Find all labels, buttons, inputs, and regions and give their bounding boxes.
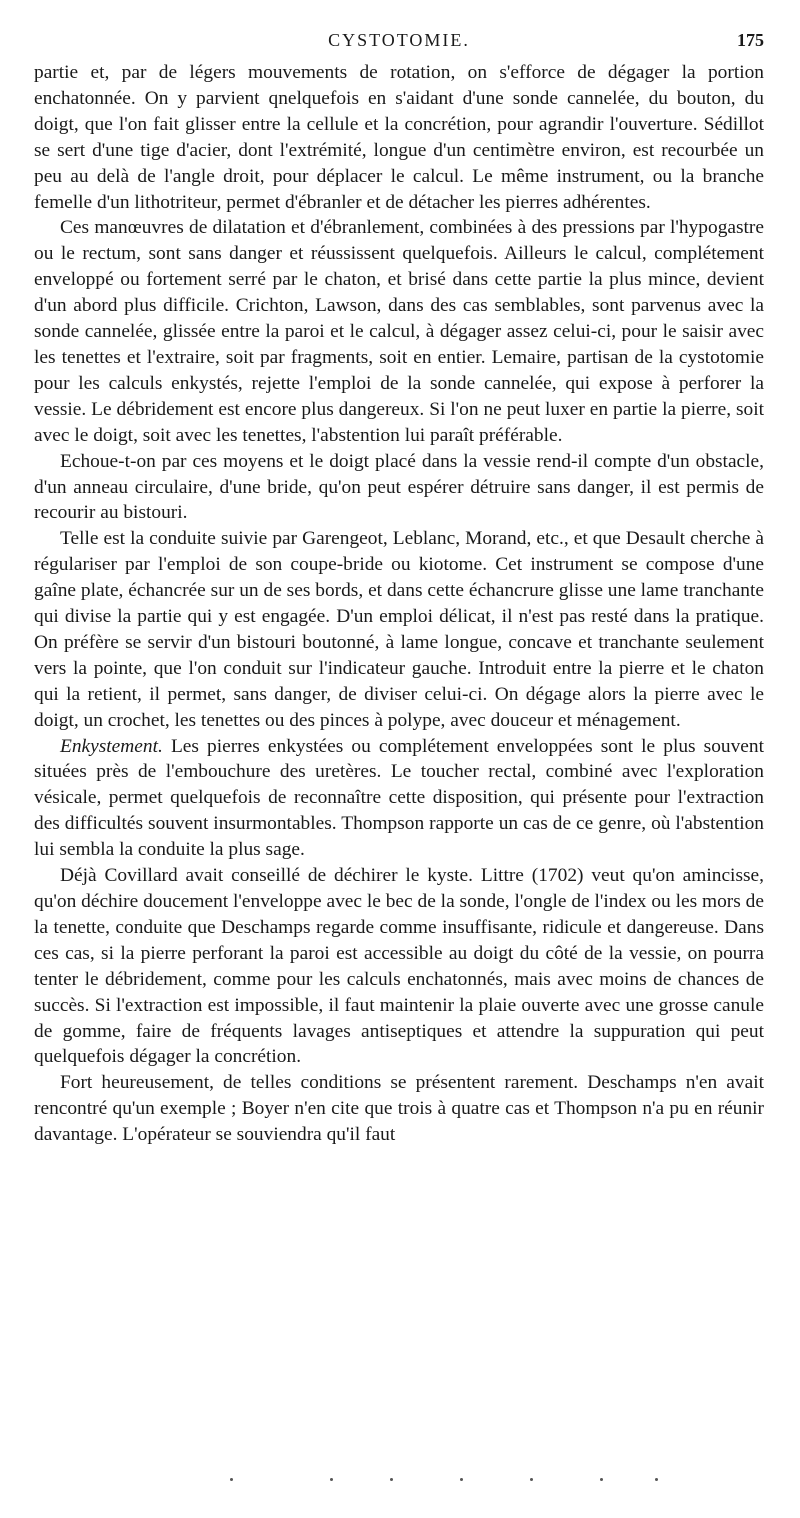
section-lead-enkystement: Enkystement. <box>60 735 163 757</box>
page-number: 175 <box>737 30 764 50</box>
paragraph-2: Ces manœuvres de dilatation et d'ébranlement, combinées à des pressions par l'hypogastre ou le rectum, sont sans danger et réussissent quelquefois. Ailleurs le calcul, complétement enveloppé ou fortement serré par le chaton, et brisé dans cette partie la plus mince, devient d'un abord plus difficile. Crichton, Lawson, dans des cas semblables, sont parvenus avec la sonde cannelée, glissée entre la paroi et le calcul, à dégager assez celui-ci, pour le saisir avec les tenettes et l'extraire, soit par fragments, soit en entier. Lemaire, partisan de la cystotomie pour les calculs enkystés, rejette l'emploi de la sonde cannelée, qui expose à perforer la vessie. Le débridement est encore plus dangereux. Si l'on ne peut luxer en partie la pierre, soit avec le doigt, soit avec les tenettes, l'abstention lui paraît préférable. <box>34 217 764 446</box>
body-text <box>34 60 764 1148</box>
running-head <box>34 30 764 58</box>
footer-specks <box>230 1478 660 1488</box>
running-title: CYSTOTOMIE. <box>328 30 470 50</box>
paragraph-7: Fort heureusement, de telles conditions se présentent rarement. Deschamps n'en avait rencontré qu'un exemple ; Boyer n'en cite que trois à quatre cas et Thompson n'a pu en réunir davantage. L'opérateur se souviendra qu'il faut <box>34 1072 764 1146</box>
paragraph-5 <box>34 734 764 864</box>
paragraph-5-text: Les pierres enkystées ou complétement enveloppées sont le plus souvent situées près de l'embouchure des uretères. Le toucher rectal, combiné avec l'exploration vésicale, permet quelquefois de reconnaître cette disposition, qui présente pour l'extraction des difficultés souvent insurmontables. Thompson rapporte un cas de ce genre, où l'abstention lui sembla la conduite la plus sage. <box>34 735 764 861</box>
paragraph-6: Déjà Covillard avait conseillé de déchirer le kyste. Littre (1702) veut qu'on amincisse, qu'on déchire doucement l'enveloppe avec le bec de la sonde, l'ongle de l'index ou les mors de la tenette, conduite que Deschamps regarde comme insuffisante, ridicule et dangereuse. Dans ces cas, si la pierre perforant la paroi est accessible au doigt du côté de la vessie, on pourra tenter le débridement, comme pour les calculs enchatonnés, mais avec moins de chances de succès. Si l'extraction est impossible, il faut maintenir la plaie ouverte avec une grosse canule de gomme, faire de fréquents lavages antiseptiques et attendre la suppuration qui peut quelquefois dégager la concrétion. <box>34 865 764 1068</box>
paragraph-3: Echoue-t-on par ces moyens et le doigt placé dans la vessie rend-il compte d'un obstacle, d'un anneau circulaire, d'une bride, qu'on peut espérer détruire sans danger, il est permis de recourir au bistouri. <box>34 450 764 524</box>
paragraph-4: Telle est la conduite suivie par Garengeot, Leblanc, Morand, etc., et que Desault cherche à régulariser par l'emploi de son coupe-bride ou kiotome. Cet instrument se compose d'une gaîne plate, échancrée sur un de ses bords, et dans cette échancrure glisse une lame tranchante qui divise la partie qui y est engagée. D'un emploi délicat, il n'est pas resté dans la pratique. On préfère se servir d'un bistouri boutonné, à lame longue, concave et tranchante seulement vers la pointe, que l'on conduit sur l'indicateur gauche. Introduit entre la pierre et le chaton qui la retient, il permet, sans danger, de diviser celui-ci. On dégage alors la pierre avec le doigt, un crochet, les tenettes ou des pinces à polype, avec douceur et ménagement. <box>34 528 764 731</box>
paragraph-1: partie et, par de légers mouvements de rotation, on s'efforce de dégager la portion enchatonnée. On y parvient qnelquefois en s'aidant d'une sonde cannelée, du bouton, du doigt, que l'on fait glisser entre la cellule et la concrétion, pour agrandir l'ouverture. Sédillot se sert d'une tige d'acier, dont l'extrémité, longue d'un centimètre environ, est recourbée un peu au delà de l'angle droit, pour déplacer le calcul. Le même instrument, ou la branche femelle d'un lithotriteur, permet d'ébranler et de détacher les pierres adhérentes. <box>34 62 764 213</box>
